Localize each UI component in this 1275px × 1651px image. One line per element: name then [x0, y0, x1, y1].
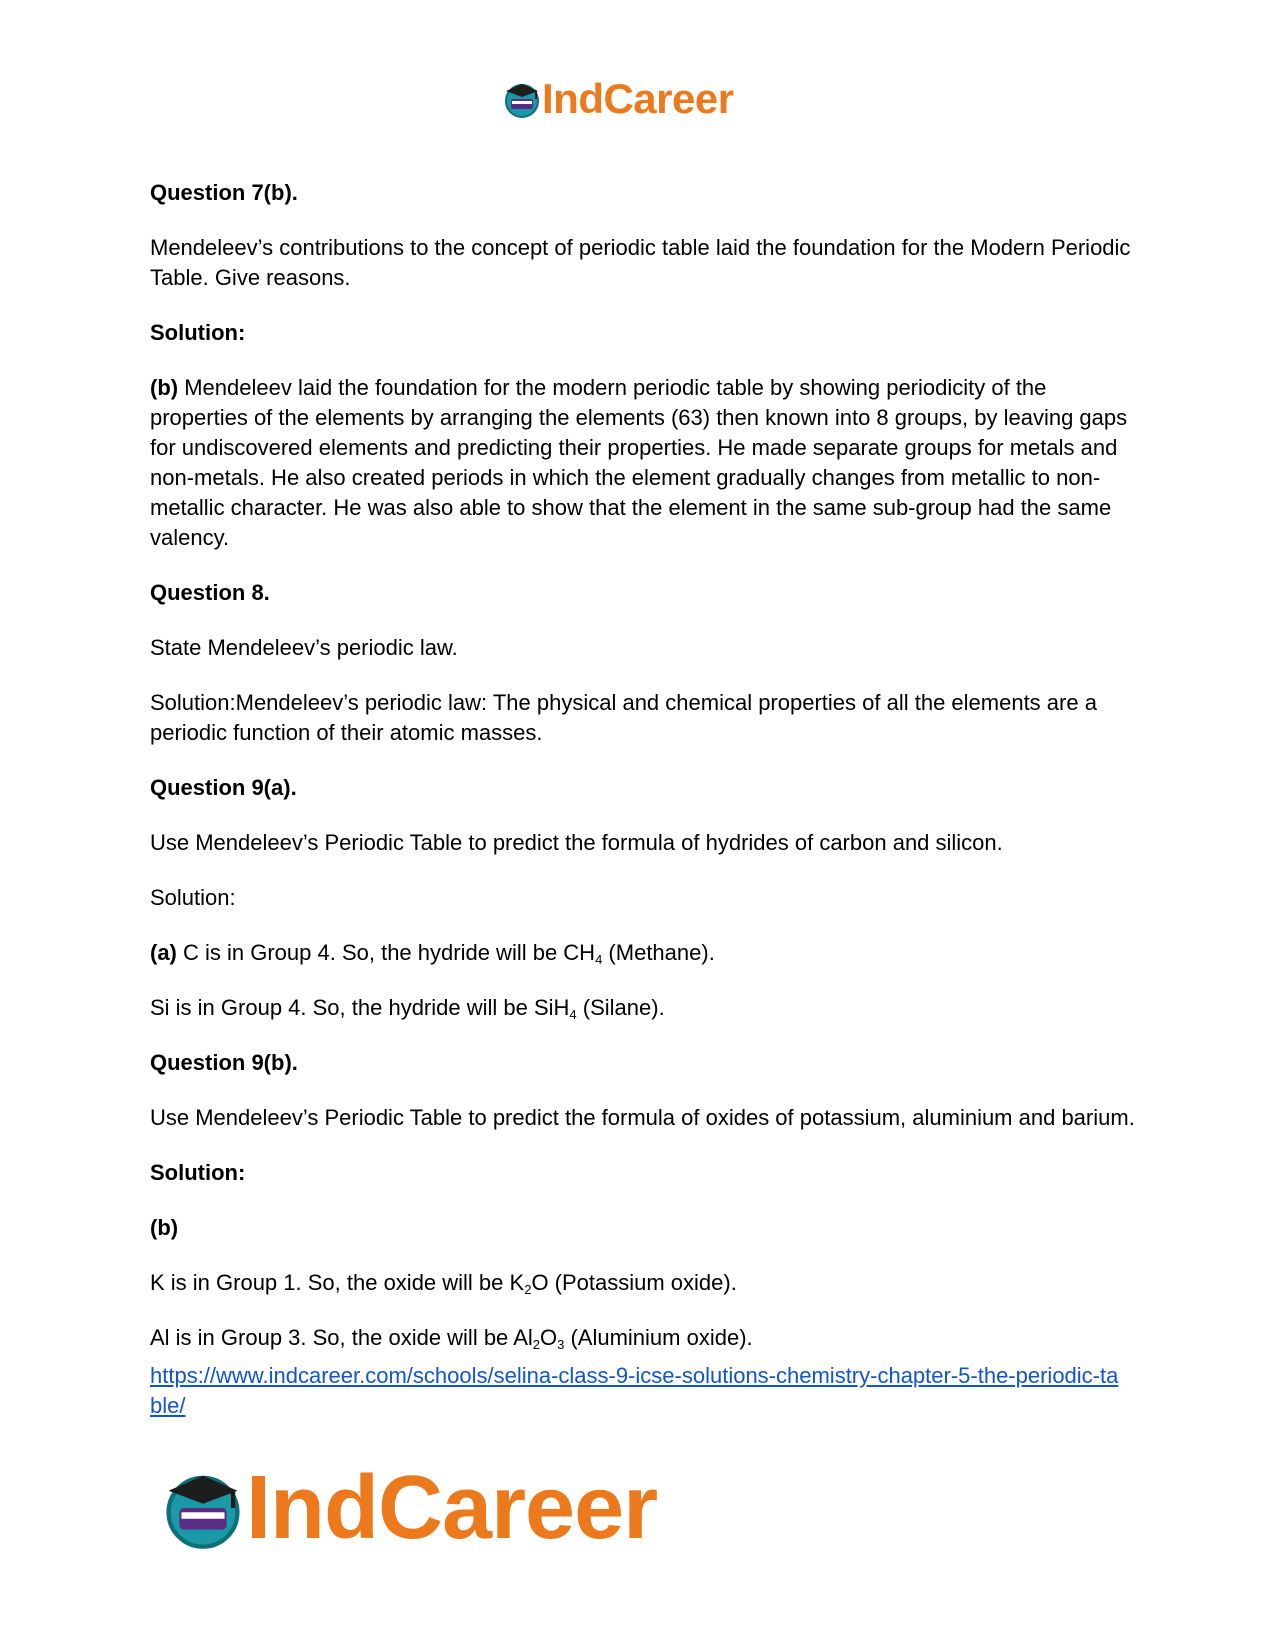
solution-label: Solution: — [150, 1160, 246, 1185]
graduation-cap-globe-icon — [502, 79, 542, 119]
part-label: (b) — [150, 1215, 179, 1240]
subscript: 2 — [532, 1337, 540, 1352]
question-8-text: State Mendeleev’s periodic law. — [150, 635, 458, 660]
logo-text: IndCareer — [542, 75, 734, 122]
answer-text: Al is in Group 3. So, the oxide will be Al — [150, 1325, 533, 1350]
answer-text: (Aluminium oxide). — [564, 1325, 753, 1350]
question-9a-text: Use Mendeleev’s Periodic Table to predict the formula of hydrides of carbon and silicon. — [150, 830, 1003, 855]
subscript: 3 — [557, 1337, 565, 1352]
question-7b-answer — [150, 373, 1135, 553]
header-logo — [502, 75, 734, 122]
document-body — [150, 178, 1135, 1421]
question-8-answer: Solution:Mendeleev’s periodic law: The physical and chemical properties of all the elements are a periodic function of their atomic masses. — [150, 690, 1097, 745]
question-7b-title: Question 7(b). — [150, 180, 298, 205]
question-9a-answer-line-1 — [150, 938, 1135, 968]
question-8-title: Question 8. — [150, 580, 270, 605]
graduation-cap-globe-icon — [160, 1465, 246, 1551]
question-9b-answer-line-1 — [150, 1268, 1135, 1298]
answer-prefix: (b) — [150, 375, 179, 400]
answer-text: K is in Group 1. So, the oxide will be K — [150, 1270, 525, 1295]
question-7b-text: Mendeleev’s contributions to the concept of periodic table laid the foundation for the Modern Periodic Table. Give reasons. — [150, 235, 1131, 290]
logo-text: IndCareer — [246, 1458, 658, 1558]
source-link[interactable]: https://www.indcareer.com/schools/selina-class-9-icse-solutions-chemistry-chapter-5-the-periodic-table/ — [150, 1363, 1119, 1418]
solution-label: Solution: — [150, 885, 236, 910]
answer-text: O — [540, 1325, 558, 1350]
answer-text: (Silane). — [576, 995, 665, 1020]
question-9a-title: Question 9(a). — [150, 775, 297, 800]
answer-text: C is in Group 4. So, the hydride will be CH — [176, 940, 596, 965]
question-9a-answer-line-2 — [150, 993, 1135, 1023]
answer-text: O (Potassium oxide). — [531, 1270, 737, 1295]
answer-text: Si is in Group 4. So, the hydride will be SiH — [150, 995, 570, 1020]
question-9b-answer-line-2 — [150, 1323, 1135, 1353]
question-9b-text: Use Mendeleev’s Periodic Table to predict the formula of oxides of potassium, aluminium and barium. — [150, 1105, 1135, 1130]
answer-prefix: (a) — [150, 940, 177, 965]
footer-logo — [160, 1458, 658, 1558]
subscript: 4 — [569, 1007, 577, 1022]
answer-text: (Methane). — [602, 940, 715, 965]
answer-text: Mendeleev laid the foundation for the modern periodic table by showing periodicity of the properties of the elements by arranging the elements (63) then known into 8 groups, by leaving gaps for undiscovered elements and predicting their properties. He made separate groups for metals and non-metals. He also created periods in which the element gradually changes from metallic to non-metallic character. He was also able to show that the element in the same sub-group had the same valency. — [150, 375, 1128, 550]
solution-label: Solution: — [150, 320, 246, 345]
subscript: 4 — [595, 952, 603, 967]
question-9b-title: Question 9(b). — [150, 1050, 298, 1075]
subscript: 2 — [524, 1282, 532, 1297]
